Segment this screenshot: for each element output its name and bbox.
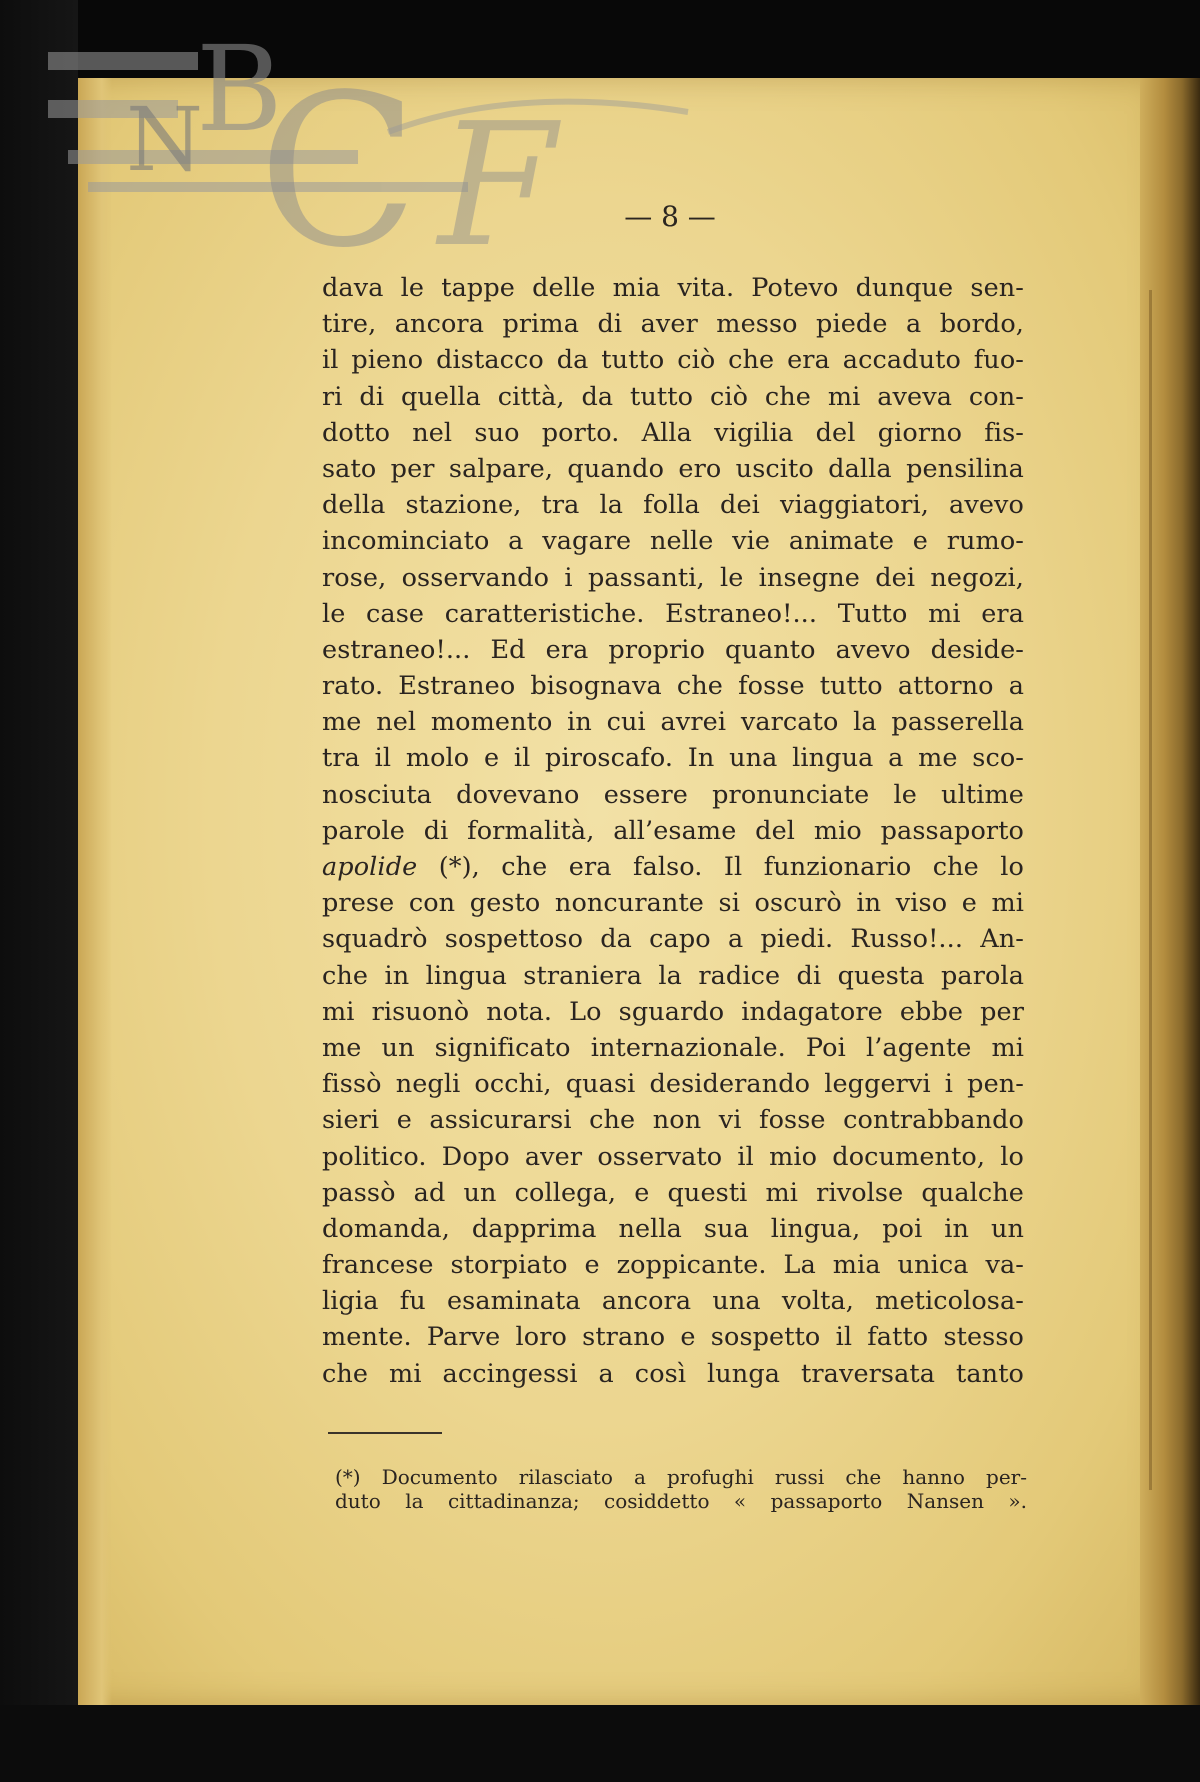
watermark-letter-c: C [258,49,419,282]
text-line: rose, osservando i passanti, le insegne dei negozi, [322,562,1024,593]
text-line: che in lingua straniera la radice di questa parola [322,960,1024,991]
footnote-divider [328,1432,442,1434]
scan-background-bottom [0,1705,1200,1782]
text-line: mi risuonò nota. Lo sguardo indagatore ebbe per [322,996,1024,1027]
text-line: mente. Parve loro strano e sospetto il fatto stesso [322,1322,1024,1353]
footnote-line: (*) Documento rilasciato a profughi russi che hanno per- [335,1465,1027,1489]
watermark-letter-f: F [438,87,556,282]
text-line: prese con gesto noncurante si oscurò in viso e mi [322,888,1024,919]
text-line: incominciato a vagare nelle vie animate e rumo- [322,526,1024,557]
text-line [322,849,1024,885]
text-span: (*), che era falso. Il funzionario che lo [417,852,1024,882]
text-line: me un significato internazionale. Poi l’agente mi [322,1032,1024,1063]
text-line: squadrò sospettoso da capo a piedi. Russo!... An- [322,924,1024,955]
text-line: il pieno distacco da tutto ciò che era accaduto fuo- [322,345,1024,376]
text-line: francese storpiato e zoppicante. La mia unica va- [322,1250,1024,1281]
binding-thread [1149,290,1152,1490]
text-line: estraneo!... Ed era proprio quanto avevo deside- [322,634,1024,665]
text-line: tire, ancora prima di aver messo piede a bordo, [322,309,1024,340]
text-line: ligia fu esaminata ancora una volta, meticolosa- [322,1286,1024,1317]
text-line: domanda, dapprima nella sua lingua, poi in un [322,1213,1024,1244]
text-line: tra il molo e il piroscafo. In una lingua a me sco- [322,743,1024,774]
footnote [335,1465,1027,1513]
text-line: politico. Dopo aver osservato il mio documento, lo [322,1141,1024,1172]
text-line: dava le tappe delle mia vita. Potevo dunque sen- [322,273,1024,303]
footnote-line: duto la cittadinanza; cosiddetto « passaporto Nansen ». [335,1489,1027,1513]
watermark-letter-b: B [196,22,283,158]
text-line: nosciuta dovevano essere pronunciate le ultime [322,779,1024,810]
text-line: passò ad un collega, e questi mi rivolse qualche [322,1177,1024,1208]
text-line: sato per salpare, quando ero uscito dalla pensilina [322,453,1024,484]
italic-word: apolide [322,852,418,882]
text-line: dotto nel suo porto. Alla vigilia del giorno fis- [322,417,1024,448]
text-line: della stazione, tra la folla dei viaggiatori, avevo [322,490,1024,521]
page-number: — 8 — [624,200,716,233]
text-line: me nel momento in cui avrei varcato la passerella [322,707,1024,738]
text-line: rato. Estraneo bisognava che fosse tutto attorno a [322,671,1024,702]
text-line: parole di formalità, all’esame del mio passaporto [322,815,1024,846]
text-line: fissò negli occhi, quasi desiderando leggervi i pen- [322,1069,1024,1100]
text-line: sieri e assicurarsi che non vi fosse contrabbando [322,1105,1024,1136]
page-edge [78,78,112,1705]
text-line: ri di quella città, da tutto ciò che mi aveva con- [322,381,1024,412]
bncf-watermark-logo [48,22,708,282]
watermark-letter-n: N [126,88,203,191]
body-text [322,270,1024,1392]
text-line: che mi accingessi a così lunga traversata tanto [322,1358,1024,1389]
text-line: le case caratteristiche. Estraneo!... Tutto mi era [322,598,1024,629]
